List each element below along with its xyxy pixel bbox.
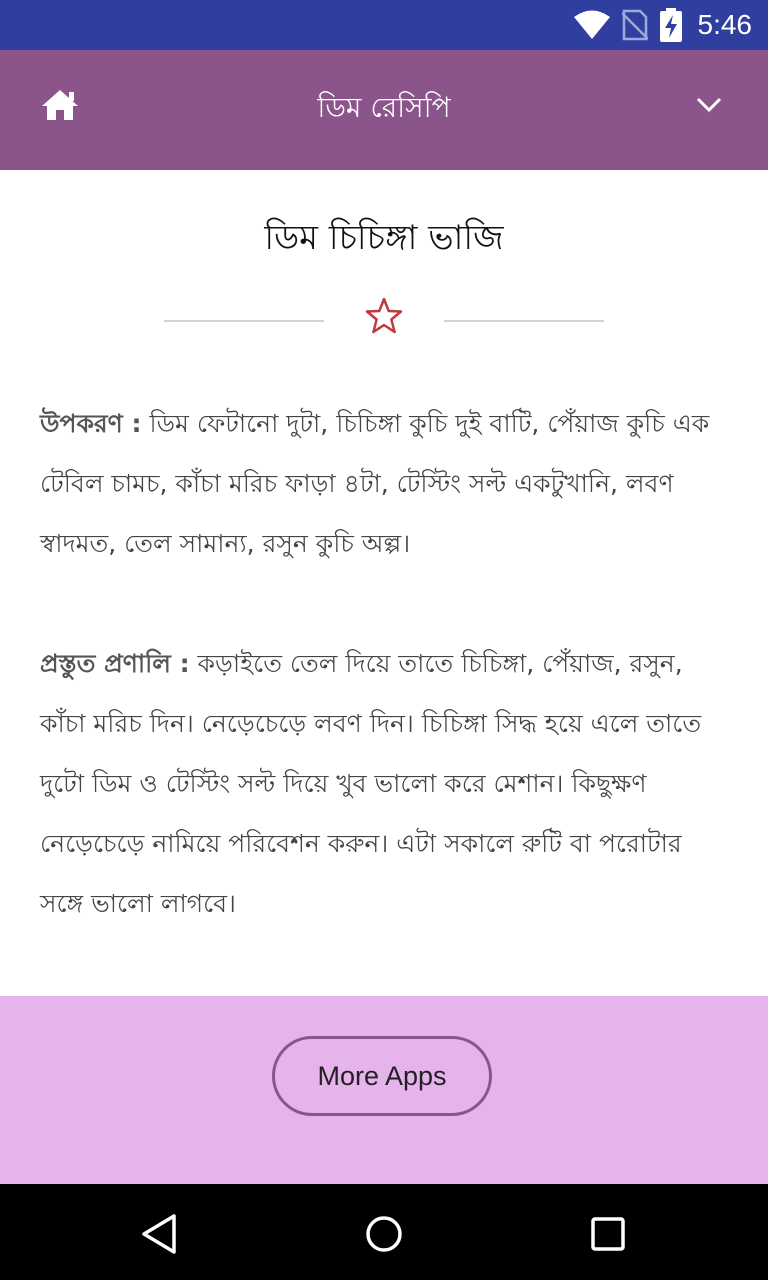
method-label: প্রস্তুত প্রণালি : (40, 649, 190, 678)
wifi-icon (574, 10, 610, 40)
app-bar (0, 50, 768, 170)
battery-charging-icon (660, 8, 682, 42)
method-paragraph (40, 634, 720, 934)
back-button[interactable] (136, 1210, 184, 1258)
divider-right (444, 320, 604, 322)
home-nav-button[interactable] (360, 1210, 408, 1258)
method-text: কড়াইতে তেল দিয়ে তাতে চিচিঙ্গা, পেঁয়াজ, রসুন, কাঁচা মরিচ দিন। নেড়েচেড়ে লবণ দিন। চিচিঙ্গা সিদ্ধ হয়ে এলে তাতে দুটো ডিম ও টেস্টিং সল্ট দিয়ে খুব ভালো করে মেশান। কিছুক্ষণ নেড়েচেড়ে নামিয়ে পরিবেশন করুন। এটা সকালে রুটি বা পরোটার সঙ্গে ভালো লাগবে। (40, 649, 702, 918)
recipe-title: ডিম চিচিঙ্গা ভাজি (264, 218, 504, 258)
ingredients-paragraph (40, 394, 720, 574)
star-icon (364, 296, 404, 336)
favorite-star-button[interactable] (364, 296, 404, 336)
back-triangle-icon (136, 1210, 184, 1258)
recipe-content (0, 170, 768, 996)
ingredients-label: উপকরণ : (40, 409, 142, 438)
ingredients-text: ডিম ফেটানো দুটা, চিচিঙ্গা কুচি দুই বাটি, পেঁয়াজ কুচি এক টেবিল চামচ, কাঁচা মরিচ ফাড়া ৪টা, টেস্টিং সল্ট একটুখানি, লবণ স্বাদমত, তেল সামান্য, রসুন কুচি অল্প। (40, 409, 710, 558)
bottom-panel (0, 996, 768, 1184)
recents-square-icon (584, 1210, 632, 1258)
status-icons (574, 8, 753, 42)
dropdown-menu-button[interactable] (694, 92, 724, 118)
status-bar (0, 0, 768, 50)
status-time: 5:46 (697, 9, 752, 40)
recents-button[interactable] (584, 1210, 632, 1258)
divider-left (164, 320, 324, 322)
chevron-down-icon (694, 92, 724, 118)
home-circle-icon (360, 1210, 408, 1258)
no-sim-icon (622, 9, 648, 41)
app-title: ডিম রেসিপি (317, 91, 451, 124)
navigation-bar (0, 1184, 768, 1280)
more-apps-button[interactable]: More Apps (272, 1036, 492, 1116)
